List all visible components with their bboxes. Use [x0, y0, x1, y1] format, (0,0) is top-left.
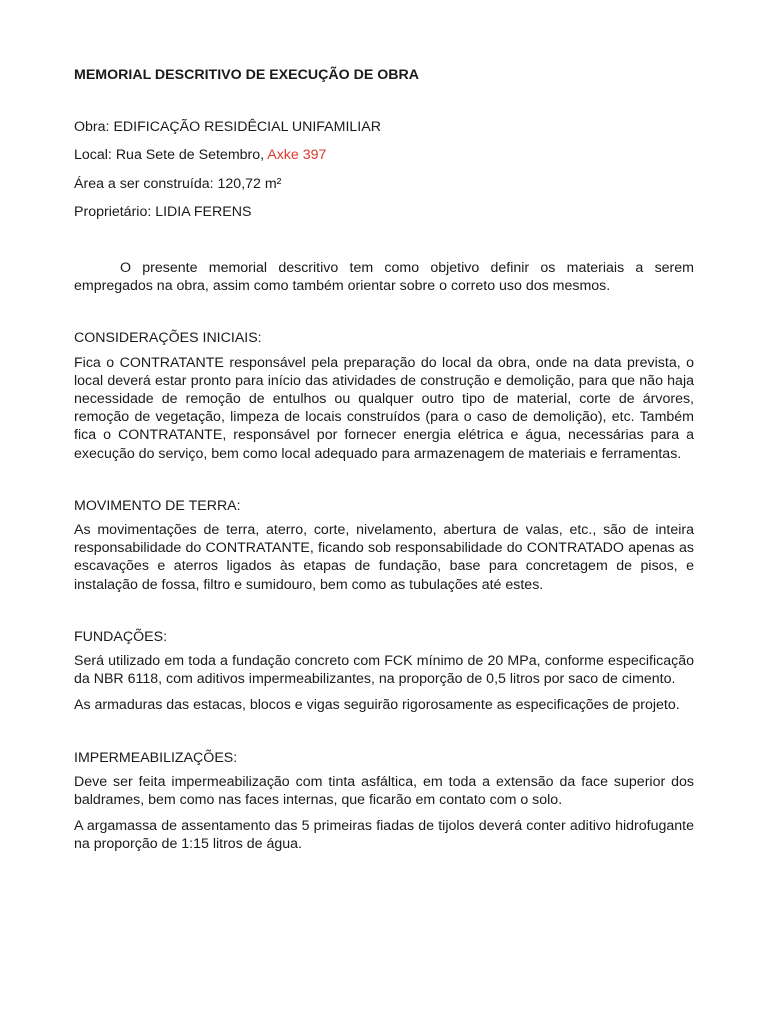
section-heading: IMPERMEABILIZAÇÕES:: [74, 749, 238, 766]
section-heading: CONSIDERAÇÕES INICIAIS:: [74, 330, 262, 347]
local-label: Local:: [74, 147, 116, 164]
area-line: [74, 175, 694, 193]
proprietario-value: LIDIA FERENS: [155, 203, 252, 220]
obra-line: [74, 118, 694, 136]
obra-value: EDIFICAÇÃO RESIDÊCIAL UNIFAMILIAR: [113, 119, 381, 136]
area-value: 120,72 m²: [217, 175, 282, 192]
section-paragraph: Fica o CONTRATANTE responsável pela preparação do local da obra, onde na data prevista, o local deverá estar pronto para início das atividades de construção e demolição, para que não haja necessidade de remoção de entulhos ou qualquer outro tipo de material, corte de árvores, remoção de vegetação, limpeza de locais construídos (para o caso de demolição), etc. Também fica o CONTRATANTE, responsável por fornecer energia elétrica e água, necessárias para a execução do serviço, bem como local adequado para armazenagem de materiais e ferramentas.: [74, 354, 694, 462]
section-movimento-de-terra: [74, 497, 694, 594]
local-value: Rua Sete de Setembro,: [115, 147, 268, 164]
section-paragraph: Será utilizado em toda a fundação concreto com FCK mínimo de 20 MPa, conforme especificação da NBR 6118, com aditivos impermeabilizantes, na proporção de 0,5 litros por saco de cimento.: [74, 653, 694, 688]
section-impermeabilizacoes: [74, 749, 694, 854]
section-heading: FUNDAÇÕES:: [74, 628, 168, 645]
section-fundacoes: [74, 628, 694, 715]
obra-label: Obra:: [74, 119, 114, 136]
section-paragraph: As movimentações de terra, aterro, corte, nivelamento, abertura de valas, etc., são de inteira responsabilidade do CONTRATANTE, ficando sob responsabilidade do CONTRATADO apenas as escavações e aterros ligados às etapas de fundação, base para concretagem de pisos, e instalação de fossa, filtro e sumidouro, bem como as tubulações até estes.: [74, 522, 694, 593]
proprietario-line: [74, 203, 694, 221]
document-title: MEMORIAL DESCRITIVO DE EXECUÇÃO DE OBRA: [74, 67, 419, 83]
section-paragraph: As armaduras das estacas, blocos e vigas seguirão rigorosamente as especificações de projeto.: [74, 697, 680, 714]
area-label: Área a ser construída:: [74, 175, 218, 192]
section-paragraph: A argamassa de assentamento das 5 primeiras fiadas de tijolos deverá conter aditivo hidrofugante na proporção de 1:15 litros de água.: [74, 818, 694, 853]
document-page: [74, 66, 694, 854]
section-paragraph: Deve ser feita impermeabilização com tinta asfáltica, em toda a extensão da face superior dos baldrames, bem como nas faces internas, que ficarão em contato com o solo.: [74, 773, 694, 809]
local-highlight: Axke 397: [267, 147, 327, 164]
section-consideracoes: [74, 329, 694, 462]
section-heading: MOVIMENTO DE TERRA:: [74, 497, 241, 514]
local-line: [74, 146, 694, 164]
proprietario-label: Proprietário:: [74, 203, 156, 220]
intro-paragraph: O presente memorial descritivo tem como objetivo definir os materiais a serem empregados na obra, assim como também orientar sobre o correto uso dos mesmos.: [74, 260, 694, 295]
